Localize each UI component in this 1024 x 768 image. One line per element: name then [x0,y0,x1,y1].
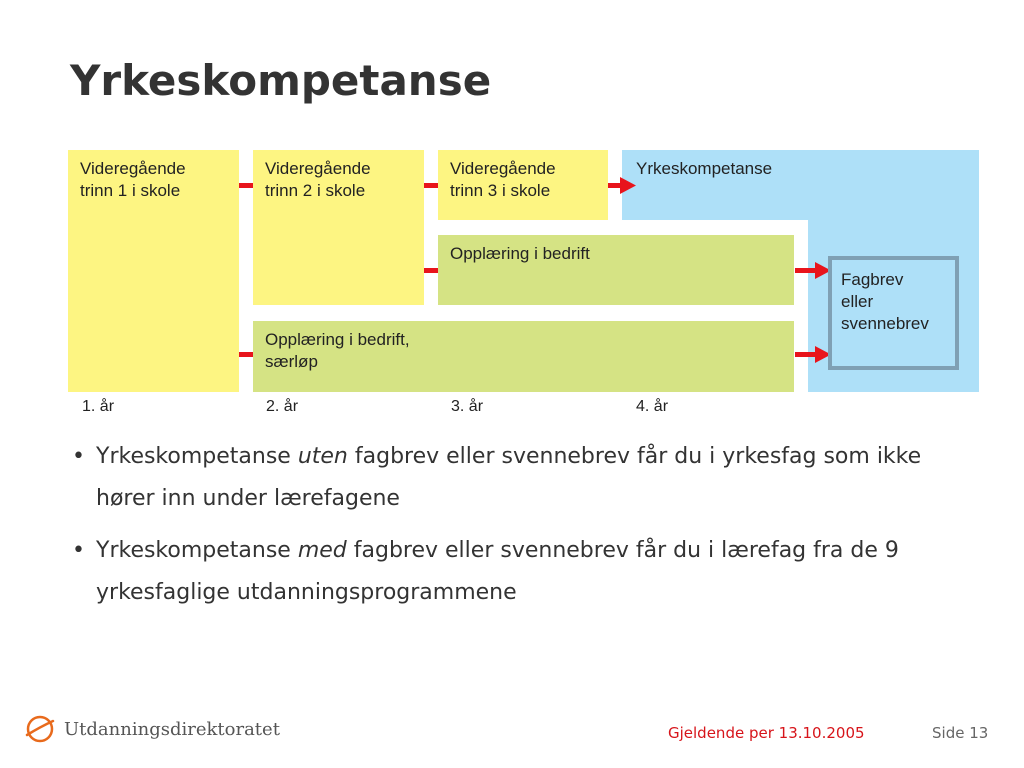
box-yrkeskompetanse-label: Yrkeskompetanse [636,159,773,178]
bullet-text-before: Yrkeskompetanse [96,444,298,469]
box-opplaering-saerlop [253,321,794,392]
box-vg2-line-1: Videregående [265,159,371,178]
year-label-3: 3. år [451,398,484,415]
box-fagbrev-line-1: Fagbrev [841,270,904,289]
box-vg3-line-1: Videregående [450,159,556,178]
bullet-item [72,530,972,614]
footer-page-number: Side 13 [932,724,989,742]
connector-vg2-bedrift [424,268,438,273]
year-label-2: 2. år [266,398,299,415]
bullet-text-emphasis: med [297,538,347,563]
box-vg1-line-2: trinn 1 i skole [80,181,181,200]
box-opplaering-saerlop-line-1: Opplæring i bedrift, [265,330,410,349]
box-yrkeskompetanse [624,150,804,190]
box-vg3-line-2: trinn 3 i skole [450,181,551,200]
footer-date: Gjeldende per 13.10.2005 [668,724,865,742]
year-label-4: 4. år [636,398,669,415]
box-opplaering-bedrift [438,235,794,305]
box-vg1-line-1: Videregående [80,159,186,178]
box-opplaering-bedrift-label: Opplæring i bedrift [450,244,590,263]
logo-text: Utdanningsdirektoratet [64,718,280,740]
bullet-text-after: fagbrev eller svennebrev får du i lærefag fra de 9 yrkesfaglige utdanningsprogrammene [96,538,899,605]
box-vg1 [68,150,239,392]
connector-vg2-vg3 [424,183,438,188]
footer-logo [24,713,280,745]
bullet-item [72,436,972,520]
box-vg3 [438,150,608,220]
box-opplaering-saerlop-line-2: særløp [265,352,318,371]
box-fagbrev-line-3: svennebrev [841,314,929,333]
box-fagbrev [828,256,959,370]
connector-vg1-saerlop [239,352,253,357]
globe-swoosh-icon [24,713,56,745]
box-vg2-line-2: trinn 2 i skole [265,181,366,200]
page-title: Yrkeskompetanse [70,56,492,105]
bullet-text-emphasis: uten [297,444,348,469]
year-label-1: 1. år [82,398,115,415]
connector-vg1-vg2 [239,183,253,188]
box-fagbrev-line-2: eller [841,292,874,311]
bullet-icon: • [72,444,85,469]
bullet-list [72,436,972,624]
box-vg2 [253,150,424,305]
bullet-text-before: Yrkeskompetanse [96,538,298,563]
bullet-text-after: fagbrev eller svennebrev får du i yrkesfag som ikke hører inn under lærefagene [96,444,922,511]
bullet-icon: • [72,538,85,563]
